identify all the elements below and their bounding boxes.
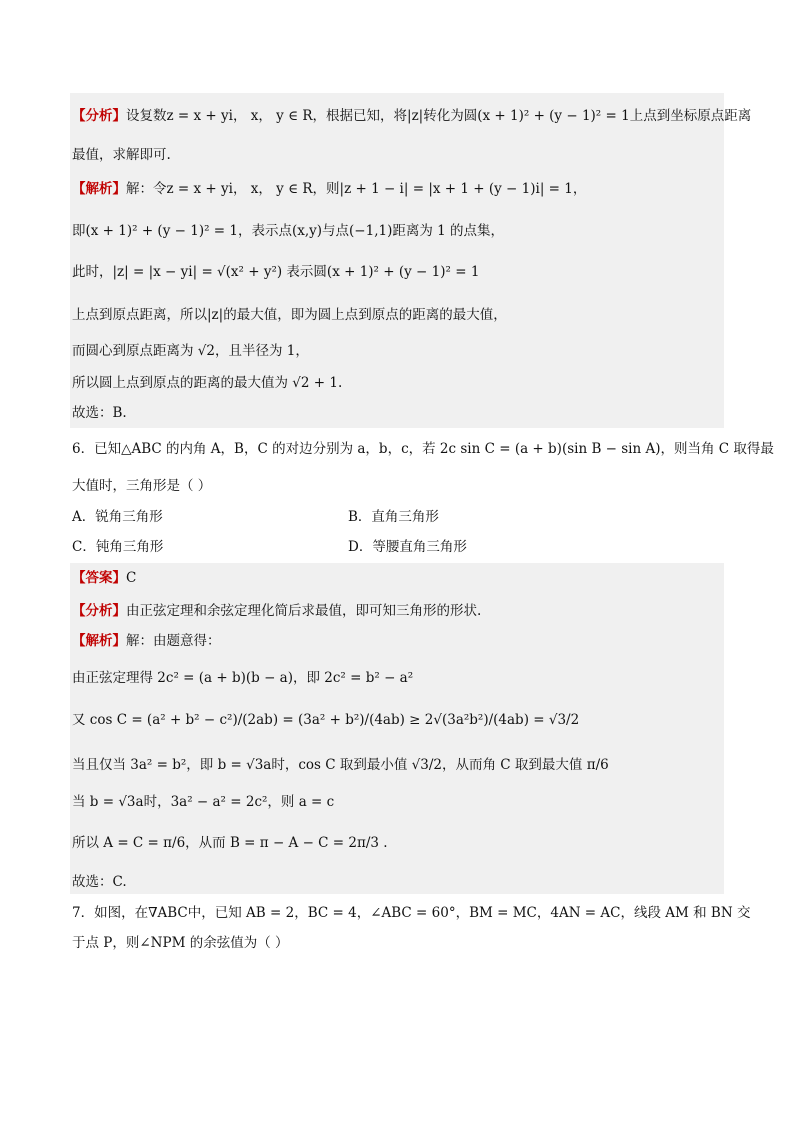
sol6-analysis-line: 【分析】由正弦定理和余弦定理化简后求最值，即可知三角形的形状.	[72, 603, 482, 619]
q7-stem-line-2: 于点 P，则∠NPM 的余弦值为（ ）	[72, 935, 289, 951]
q6-option-c: C．钝角三角形	[72, 539, 164, 555]
analysis-tag: 【分析】	[72, 603, 126, 619]
q7-stem-line-1: 7．如图，在∇ABC中，已知 AB = 2，BC = 4，∠ABC = 60°，BM = MC，4AN = AC，线段 AM 和 BN 交	[72, 905, 751, 921]
sol6-line-7: 故选：C.	[72, 874, 127, 890]
q6-option-d: D．等腰直角三角形	[348, 539, 467, 555]
q6-option-b: B．直角三角形	[348, 509, 439, 525]
answer-tag: 【答案】	[72, 570, 126, 586]
sol6-line-4: 当且仅当 3a² = b²，即 b = √3a时，cos C 取到最小值 √3/2，从而角 C 取到最大值 π/6	[72, 757, 609, 773]
q6-stem-line-1: 6．已知△ABC 的内角 A，B，C 的对边分别为 a，b，c，若 2c sin C = (a + b)(sin B − sin A)，则当角 C 取得最	[72, 441, 774, 457]
sol5-line-6: 所以圆上点到原点的距离的最大值为 √2 + 1.	[72, 375, 343, 391]
answer-value: C	[126, 570, 137, 586]
sol6-line-6: 所以 A = C = π/6，从而 B = π − A − C = 2π/3 .	[72, 835, 388, 851]
solution-tag: 【解析】	[72, 181, 126, 197]
sol5-line-5: 而圆心到原点距离为 √2，且半径为 1，	[72, 343, 309, 359]
sol6-answer-line	[72, 568, 722, 588]
sol6-line-3: 又 cos C = (a² + b² − c²)/(2ab) = (3a² + b²)/(4ab) ≥ 2√(3a²b²)/(4ab) = √3/2	[72, 712, 580, 728]
q6-option-a: A．锐角三角形	[72, 509, 163, 525]
sol5-line-4: 上点到原点距离，所以|z|的最大值，即为圆上点到原点的距离的最大值，	[72, 307, 507, 323]
sol6-line-2: 由正弦定理得 2c² = (a + b)(b − a)，即 2c² = b² − a²	[72, 670, 414, 686]
sol5-line-3: 此时，|z| = |x − yi| = √(x² + y²) 表示圆(x + 1)² + (y − 1)² = 1	[72, 264, 480, 280]
analysis-tag: 【分析】	[72, 108, 126, 124]
q6-stem-line-2: 大值时，三角形是（ ）	[72, 478, 212, 494]
sol6-line-5: 当 b = √3a时，3a² − a² = 2c²，则 a = c	[72, 794, 335, 810]
sol5-solution-line-1: 【解析】解：令z = x + yi， x， y ∈ R，则|z + 1 − i| = |x + 1 + (y − 1)i| = 1，	[72, 181, 587, 197]
sol5-line-7: 故选：B.	[72, 405, 127, 421]
sol5-analysis-line-2: 最值，求解即可.	[72, 147, 171, 163]
sol6-solution-line-1: 【解析】解：由题意得：	[72, 633, 221, 649]
sol5-analysis-line-1: 【分析】设复数z = x + yi， x， y ∈ R，根据已知，将|z|转化为圆(x + 1)² + (y − 1)² = 1上点到坐标原点距离	[72, 108, 752, 124]
sol5-line-2: 即(x + 1)² + (y − 1)² = 1，表示点(x,y)与点(−1,1)距离为 1 的点集，	[72, 223, 505, 239]
solution-tag: 【解析】	[72, 633, 126, 649]
